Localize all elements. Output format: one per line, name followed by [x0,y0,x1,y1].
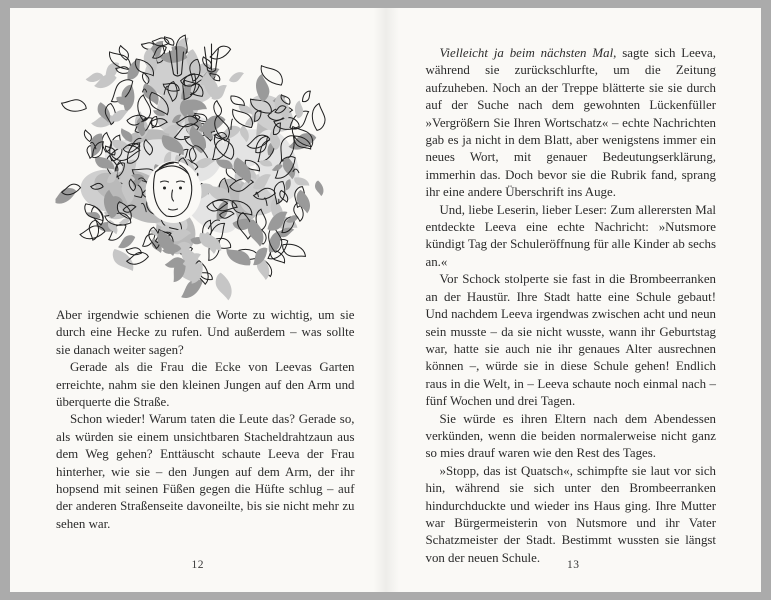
book-spread [10,8,761,592]
paragraph: »Stopp, das ist Quatsch«, schimpfte sie laut vor sich hin, während sie sich unter den Brombeerranken hindurchduckte und wieder ins Haus ging. Ihre Mutter war Bürgermeisterin von Nutsmore und ihr Vater Schatzmeister der Stadt. Bestimmt wussten sie längst von der neuen Schule. [425,463,716,565]
illustration-container [55,20,340,310]
page-number-left: 12 [191,559,204,571]
paragraph: Vielleicht ja beim nächsten Mal, sagte sich Leeva, während sie zurückschlurfte, um die Zeitung aufzuheben. Noch an der Treppe blätterte sie sie durch auf der Suche nach dem gewohnten Lückenfüller »Vergrößern Sie Ihren Wortschatz« – echte Nachrichten gab es ja nicht in dem Blatt, aber wenigstens immer ein neues Wort, mit genauer Bedeutungserklärung, immerhin das. Doch bevor sie die Rubrik fand, sprang ihr eine andere Überschrift ins Auge. [425,46,716,200]
hedge-illustration [55,20,340,305]
paragraph: Gerade als die Frau die Ecke von Leevas Garten erreichte, nahm sie den kleinen Jungen auf den Arm und überquerte die Straße. [56,360,355,410]
paragraph: Aber irgendwie schienen die Worte zu wichtig, um sie durch eine Hecke zu rufen. Und außerdem – was sollte sie danach weiter sagen? [56,308,355,357]
left-page-text [56,307,355,533]
paragraph: Vor Schock stolperte sie fast in die Brombeerranken an der Haustür. Ihre Stadt hatte eine Schule gebaut! Und nachdem Leeva irgendwas zwischen acht und neun sein musste – da sie nicht wusste, wann ihr Geburtstag war, hatte sie auch nie ihr genaues Alter ausrechnen können –, würde sie in diese Schule gehen! Endlich raus in die Welt, in – Leeva schaute noch einmal nach – fünf Wochen und drei Tagen. [425,272,716,409]
page-right [386,8,762,592]
paragraph: Schon wieder! Warum taten die Leute das? Gerade so, als würden sie einem unsichtbaren Stacheldrahtzaun aus dem Weg gehen? Enttäuscht schaute Leeva der Frau hinterher, wie sie – den Jungen auf dem Arm, der ihr hopsend mit seinen Füßen gegen die Hüfte schlug – auf der anderen Straßenseite davoneilte, bis sie nicht mehr zu sehen war. [56,412,355,531]
paragraph: Und, liebe Leserin, lieber Leser: Zum allerersten Mal entdeckte Leeva eine echte Nachricht: »Nutsmore kündigt Tag der Schuleröffnung für alle Kinder ab sechs an.« [425,202,716,269]
page-left [10,8,386,592]
right-page-text [426,45,717,567]
paragraph: Sie würde es ihren Eltern nach dem Abendessen verkünden, wenn die beiden normalerweise nicht ganz so mies drauf waren wie den Rest des Tages. [425,411,716,461]
page-number-right: 13 [567,559,580,571]
